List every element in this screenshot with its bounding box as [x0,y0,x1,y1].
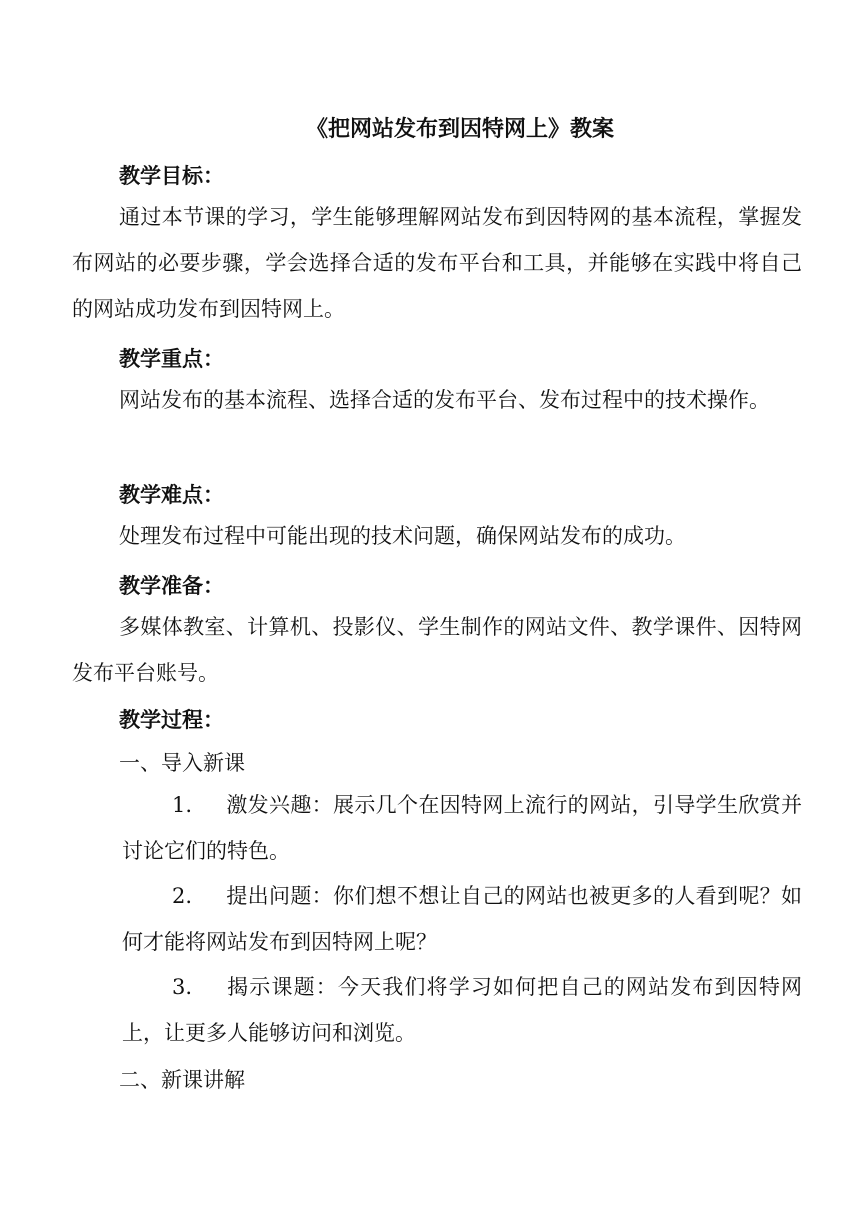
document-title: 《把网站发布到因特网上》教案 [305,116,614,142]
preparation-heading: 教学准备： [119,573,224,598]
list-item [122,964,802,1056]
section-lecture-heading: 二、新课讲解 [119,1068,245,1092]
list-item-text: 揭示课题：今天我们将学习如何把自己的网站发布到因特网上，让更多人能够访问和浏览。 [122,975,802,1045]
key-points-heading: 教学重点： [119,346,224,371]
list-item-number: 3. [172,975,193,999]
objectives-text: 通过本节课的学习，学生能够理解网站发布到因特网的基本流程，掌握发布网站的必要步骤，学会选择合适的发布平台和工具，并能够在实践中将自己的网站成功发布到因特网上。 [72,205,802,321]
preparation-text: 多媒体教室、计算机、投影仪、学生制作的网站文件、教学课件、因特网发布平台账号。 [72,615,802,685]
list-item [122,782,802,874]
objectives-heading: 教学目标： [119,163,224,188]
difficulties-heading: 教学难点： [119,482,224,507]
process-heading: 教学过程： [119,707,224,732]
difficulties-text: 处理发布过程中可能出现的技术问题，确保网站发布的成功。 [119,524,686,548]
list-item-text: 提出问题：你们想不想让自己的网站也被更多的人看到呢？如何才能将网站发布到因特网上呢？ [122,884,802,954]
section-intro-heading: 一、导入新课 [119,751,245,775]
key-points-text: 网站发布的基本流程、选择合适的发布平台、发布过程中的技术操作。 [119,388,770,412]
list-item-text: 激发兴趣：展示几个在因特网上流行的网站，引导学生欣赏并讨论它们的特色。 [122,793,802,863]
list-item-number: 1. [172,793,193,817]
list-item-number: 2. [172,884,193,908]
list-item [122,873,802,965]
